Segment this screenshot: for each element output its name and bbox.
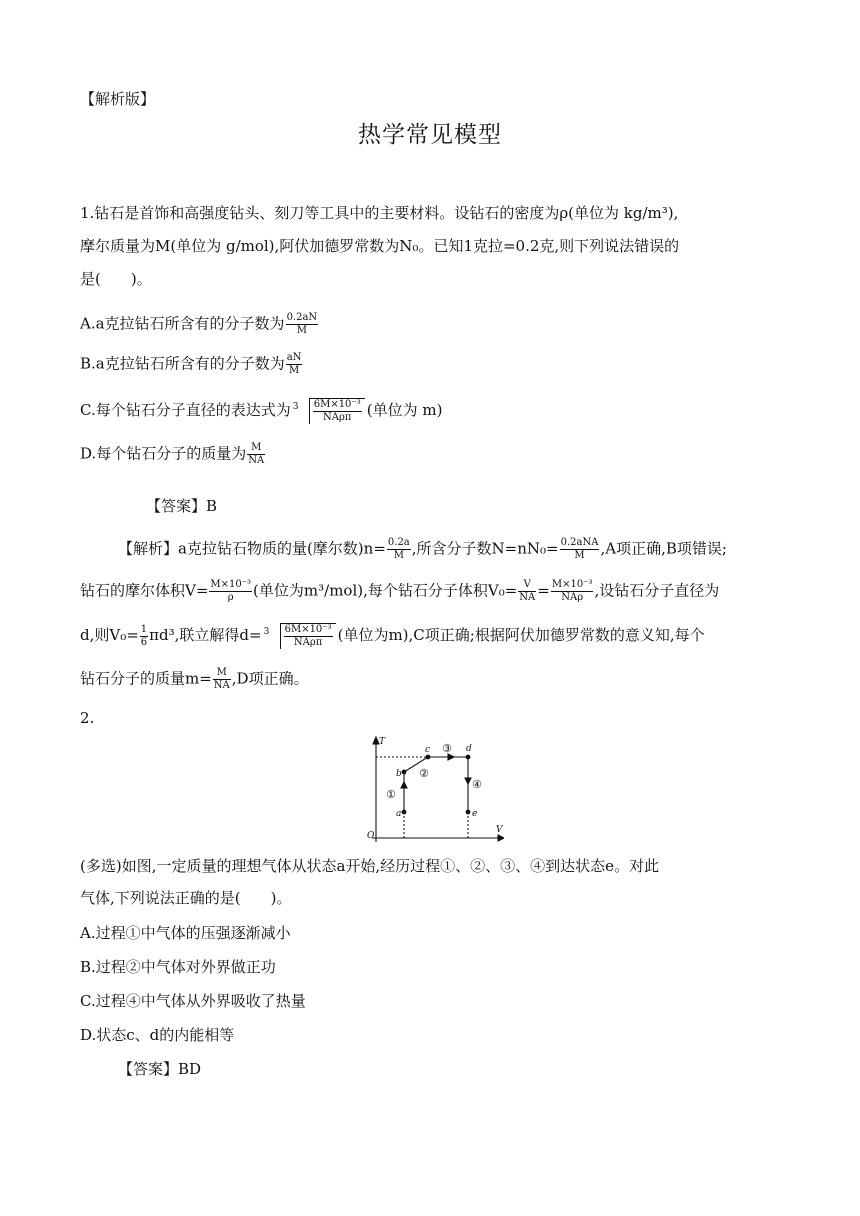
page-title: 热学常见模型 — [358, 122, 502, 148]
v-axis-arrow — [498, 835, 504, 841]
q2-option-b: B.过程②中气体对外界做正功 — [80, 958, 276, 976]
fraction — [551, 579, 594, 604]
q1-stem-line-1: 1.钻石是首饰和高强度钻头、刻刀等工具中的主要材料。设钻石的密度为ρ(单位为 kg/m³), — [80, 204, 679, 222]
q1-option-d — [80, 442, 266, 467]
analysis-text: 钻石的摩尔体积V= — [80, 581, 209, 600]
numerator: 0.2aNA — [560, 537, 599, 548]
q1-stem-line-3: 是( )。 — [80, 270, 152, 288]
denominator: 6 — [140, 636, 148, 648]
root-index: 3 — [263, 627, 270, 637]
cube-root — [293, 398, 365, 424]
axis-label-v: V — [496, 825, 503, 835]
analysis-line-1 — [118, 537, 727, 562]
equals-sign: = — [537, 581, 550, 600]
point-a — [402, 810, 407, 815]
denominator: ρ — [227, 592, 234, 603]
denominator: M — [288, 365, 300, 376]
unit-text: (单位为 m) — [366, 401, 443, 419]
q2-answer: 【答案】BD — [118, 1060, 202, 1078]
analysis-text: 钻石分子的质量m= — [80, 669, 212, 688]
option-text: a克拉钻石所含有的分子数为 — [95, 314, 285, 333]
numerator: 1 — [140, 623, 148, 635]
numerator: M — [213, 667, 231, 680]
step-1-label: ① — [386, 788, 396, 801]
denominator: NAρπ — [323, 412, 352, 423]
option-text: D.每个钻石分子的质量为 — [80, 444, 247, 463]
analysis-label: 【解析】 — [118, 539, 179, 558]
process-1-arrow — [401, 782, 407, 788]
numerator: M — [247, 442, 265, 455]
option-text: a克拉钻石所含有的分子数为 — [95, 354, 285, 373]
fraction — [247, 442, 265, 467]
q2-option-d: D.状态c、d的内能相等 — [80, 1026, 235, 1044]
analysis-text: ,A项正确,B项错误; — [600, 539, 727, 558]
numerator: M×10⁻³ — [210, 579, 252, 590]
fraction — [286, 312, 319, 337]
q1-answer: 【答案】B — [146, 497, 218, 515]
axis-label-t: T — [379, 737, 386, 747]
fraction — [286, 352, 303, 377]
fraction — [213, 667, 231, 692]
analysis-line-3 — [80, 623, 705, 649]
fraction — [140, 624, 148, 649]
label-e: e — [472, 809, 478, 819]
q2-option-c: C.过程④中气体从外界吸收了热量 — [80, 992, 306, 1010]
analysis-text: πd³,联立解得d= — [149, 626, 262, 644]
q2-number: 2. — [80, 709, 95, 727]
label-d: d — [466, 744, 472, 754]
option-prefix: A. — [80, 314, 96, 333]
analysis-text: ,所含分子数N=nN₀= — [411, 539, 559, 558]
step-4-label: ④ — [472, 778, 482, 791]
step-2-label: ② — [419, 767, 429, 780]
analysis-line-4 — [80, 667, 309, 692]
process-4-arrow — [465, 778, 471, 784]
point-c — [426, 755, 431, 760]
fraction — [387, 537, 411, 562]
analysis-text: a克拉钻石物质的量(摩尔数)n= — [178, 539, 386, 558]
q1-option-b — [80, 352, 303, 377]
fraction — [560, 537, 600, 562]
analysis-text: d,则V₀= — [80, 626, 139, 644]
point-d — [466, 755, 471, 760]
fraction — [284, 624, 333, 649]
point-b — [402, 770, 407, 775]
tv-diagram — [362, 732, 504, 844]
numerator: 0.2aN — [286, 312, 318, 323]
option-text: C.每个钻石分子直径的表达式为 — [80, 401, 291, 419]
numerator: 6M×10⁻³ — [284, 624, 332, 635]
q1-option-c — [80, 398, 442, 424]
denominator: M — [296, 325, 307, 336]
denominator: NA — [248, 455, 265, 466]
analysis-line-2 — [80, 579, 719, 604]
fraction — [209, 579, 252, 604]
numerator: V — [518, 579, 536, 592]
denominator: M — [393, 550, 404, 561]
label-c: c — [425, 745, 431, 755]
radicand — [280, 623, 336, 649]
analysis-text: ,设钻石分子直径为 — [594, 581, 720, 600]
radicand — [309, 398, 365, 424]
numerator: M×10⁻³ — [551, 579, 593, 590]
option-prefix: B. — [80, 354, 96, 373]
numerator: 0.2a — [387, 537, 410, 548]
fraction — [518, 579, 536, 604]
denominator: M — [574, 550, 585, 561]
denominator: NA — [213, 680, 230, 691]
denominator: NAρ — [561, 592, 584, 603]
q1-stem-line-2: 摩尔质量为M(单位为 g/mol),阿伏加德罗常数为N₀。已知1克拉=0.2克,则下列说法错误的 — [80, 237, 680, 255]
denominator: NAρπ — [293, 637, 323, 648]
label-a: a — [396, 809, 402, 819]
numerator: 6M×10⁻³ — [313, 399, 361, 410]
origin-label: O — [367, 831, 375, 841]
step-3-label: ③ — [442, 742, 452, 755]
q2-stem-line-1: (多选)如图,一定质量的理想气体从状态a开始,经历过程①、②、③、④到达状态e。对此 — [80, 857, 660, 875]
denominator: NA — [519, 592, 536, 603]
root-index: 3 — [292, 402, 299, 412]
label-b: b — [396, 769, 402, 779]
q2-stem-line-2: 气体,下列说法正确的是( )。 — [80, 889, 292, 907]
point-e — [466, 810, 471, 815]
analysis-text: (单位为m),C项正确;根据阿伏加德罗常数的意义知,每个 — [337, 626, 705, 644]
cube-root — [264, 623, 336, 649]
analysis-text: ,D项正确。 — [231, 669, 309, 688]
version-tag: 【解析版】 — [80, 90, 156, 108]
q1-option-a — [80, 312, 319, 337]
analysis-text: (单位为m³/mol),每个钻石分子体积V₀= — [253, 581, 518, 600]
q2-option-a: A.过程①中气体的压强逐渐减小 — [80, 924, 291, 942]
fraction — [313, 399, 362, 424]
numerator: aN — [286, 352, 302, 363]
